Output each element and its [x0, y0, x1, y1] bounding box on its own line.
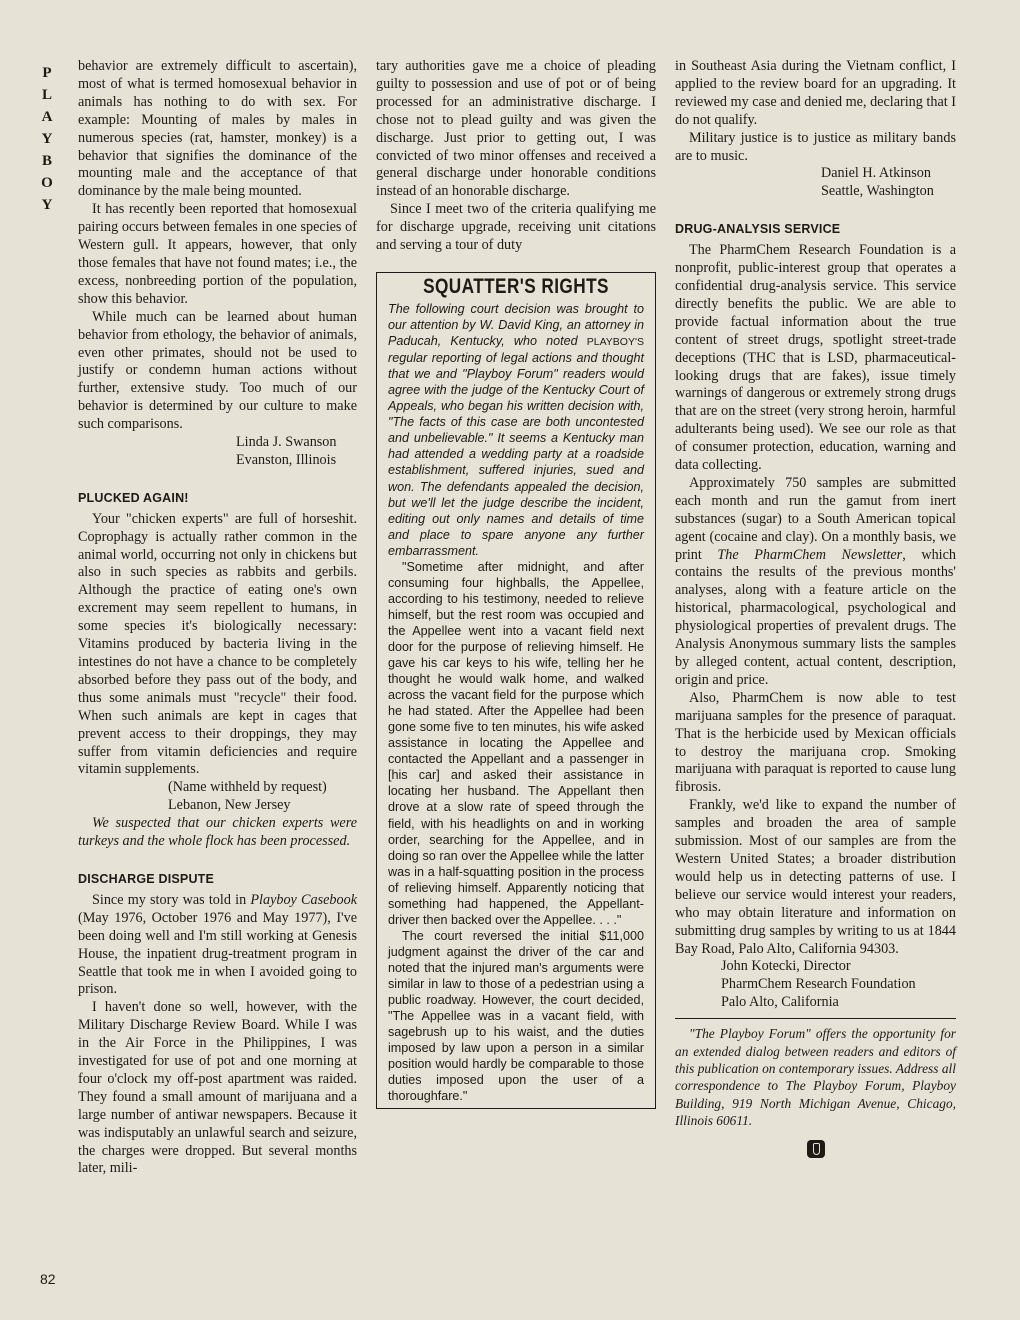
text-run: Since my story was told in — [92, 891, 251, 908]
paragraph: The PharmChem Research Foundation is a nonprofit, public-interest group that operates a confidential drug-analysis service. This service directly benefits the public. We are able to provide factual information about the true content of street drugs, spotlight street-trade deceptions (THC that is LSD, pharmaceutical-looking drugs that are fakes), issue timely warnings of dangerous or extremely strong drugs that are on the street (very strong heroin, harmful adulterants being used). We see our role as that of consumer protection, education, warning and data collecting. — [675, 242, 956, 474]
paragraph — [675, 475, 956, 690]
magazine-name: PLAYBOY'S — [586, 336, 644, 349]
spine-letter: P — [42, 65, 52, 81]
paragraph: It has recently been reported that homosexual pairing occurs between females in one species of Western gull. It appears, however, that only those females that have not found mates; i.e., the excess, nonbreeding portion of the population, show this behavior. — [78, 201, 357, 307]
book-title: Playboy Casebook — [250, 891, 358, 908]
box-paragraph: "Sometime after midnight, and after consuming four highballs, the Appellee, according to his testimony, needed to relieve himself, but the rest room was occupied and the Appellee went into a vacant field next door for the purpose of relieving himself. He gave his car keys to his wife, telling her he thought he would walk home, and walked across the vacant field for the purpose which he had stated. After the Appellee had been gone some five to ten minutes, his wife asked assistance in locating the Appellee and contacted the Appellant and a passenger in [his car] and asked their assistance in locating her husband. The Appellant then drove at a slow rate of speed through the field, with his headlights on and in working order, searching for the Appellee, and in doing so ran over the Appellee while the latter was in a half-squatting position in the process of relieving himself. Apparently noticing that something had happened, the Appellant-driver then backed over the Appellee. . . ." — [388, 559, 644, 927]
text-run: (May 1976, October 1976 and May 1977), I've been doing well and I'm still working at Genesis House, the inpatient drug-treatment program in Seattle that took me in when I avoided going to prison. — [78, 909, 357, 998]
signature-org: PharmChem Research Foundation — [721, 976, 916, 993]
sidebar-box-squatters-rights — [376, 272, 656, 1109]
spine-letter: O — [41, 175, 53, 191]
paragraph — [78, 892, 357, 999]
spine-letter: Y — [41, 197, 53, 213]
signature-place: Lebanon, New Jersey — [168, 797, 291, 814]
signature-name: Linda J. Swanson — [236, 434, 337, 451]
paragraph: While much can be learned about human behavior from ethology, the behavior of animals, even other primates, should not be used to justify or condemn human actions without further, extensive study. Too much of our behavior is determined by our culture to make such comparisons. — [78, 308, 357, 433]
text-run: Approximately 750 samples are submitted each month and run the gamut from inert substances (sugar) to a South American topical agent (cocaine and clay). On a monthly basis, we print — [675, 474, 956, 563]
box-paragraph: The court reversed the initial $11,000 judgment against the driver of the car and noted that the injured man's arguments were similar in law to those of a pedestrian using a public roadway. However, the court decided, "The Appellee was in a vacant field, with sagebrush up to his waist, and the duties imposed by law upon a person in a similar position would hardly be comparable to those duties imposed upon the user of a thoroughfare." — [388, 928, 644, 1104]
column-2 — [376, 58, 656, 1109]
section-heading-drug-analysis-service: DRUG-ANALYSIS SERVICE — [675, 222, 841, 237]
spine-letter: Y — [41, 131, 53, 147]
newsletter-title: The PharmChem Newsletter — [717, 546, 903, 563]
paragraph: Also, PharmChem is now able to test marijuana samples for the presence of paraquat. That is the herbicide used by Mexican officials to destroy the marijuana crop. Smoking marijuana with paraquat is reported to cause lung fibrosis. — [675, 689, 956, 796]
spine-letter: B — [41, 153, 52, 169]
paragraph: behavior are extremely difficult to ascertain), most of what is termed homosexual behavior in animals has nothing to do with sex. For example: Mounting of males by males in numerous species (rat, hamster, monkey) is a behavior that signifies the dominance of the mounting male and the acceptance of that dominance by the male being mounted. — [78, 58, 357, 200]
paragraph: Frankly, we'd like to expand the number of samples and broaden the area of sample submission. Most of our samples are from the Western United States; a broader distribution would help us in detecting patterns of use. I believe our service would interest your readers, who may obtain literature and information on submitting drug samples by writing to us at 1844 Bay Road, Palo Alto, California 94303. — [675, 797, 956, 957]
signature-place: Evanston, Illinois — [236, 451, 337, 468]
signature-name: Daniel H. Atkinson — [821, 165, 931, 182]
paragraph: Since I meet two of the criteria qualifying me for discharge upgrade, receiving unit citations and serving a tour of duty — [376, 201, 656, 254]
section-heading-plucked-again: PLUCKED AGAIN! — [78, 490, 189, 505]
signature-place: Seattle, Washington — [821, 183, 934, 200]
editor-reply: We suspected that our chicken experts were turkeys and the whole flock has been processed. — [78, 815, 357, 850]
rabbit-head-icon — [807, 1140, 825, 1158]
section-heading-discharge-dispute: DISCHARGE DISPUTE — [78, 871, 215, 886]
box-title: SQUATTER'S RIGHTS — [423, 274, 609, 298]
spine-letter: L — [41, 87, 52, 103]
box-intro — [388, 301, 644, 559]
text-run: , which contains the results of the previous months' analyses, along with a feature article on the historical, pharmacological, psychological and physiological properties of prevalent drugs. The Analysis Anonymous summary lists the samples by alleged content, actual content, description, origin and price. — [675, 546, 956, 688]
paragraph: Your "chicken experts" are full of horseshit. Coprophagy is actually rather common in the animal world, occurring not only in chickens but also in such species as rabbits and gerbils. Although the practice of eating one's own excrement may seem repellent to humans, in some species it's biologically necessary: Vitamins produced by bacteria living in the intestines do not have a chance to be completely absorbed before they pass out of the body, and thus some animals must "recycle" their food. When such animals are kept in cages that prevent access to their droppings, they may suffer from vitamin deficiencies and require vitamin supplements. — [78, 510, 357, 778]
paragraph: Military justice is to justice as military bands are to music. — [675, 129, 956, 164]
text-run: The following court decision was brought to our attention by W. David King, an attorney in Paducah, Kentucky, who noted — [388, 302, 644, 349]
signature-place: Palo Alto, California — [721, 994, 839, 1011]
signature-name: (Name withheld by request) — [168, 779, 327, 796]
magazine-spine-title — [36, 62, 58, 216]
column-1 — [78, 58, 357, 1178]
paragraph: tary authorities gave me a choice of pleading guilty to possession and use of pot or of being processed for an administrative discharge. I chose not to plead guilty and was given the discharge. Just prior to getting out, I was convicted of two minor offenses and received a general discharge under honorable conditions instead of an honorable discharge. — [376, 58, 656, 200]
page-number: 82 — [40, 1271, 56, 1287]
signature-name: John Kotecki, Director — [721, 958, 851, 975]
text-run: regular reporting of legal actions and thought that we and "Playboy Forum" readers would agree with the judge of the Kentucky Court of Appeals, who began his written decision with, "The facts of this case are both uncontested and unbelievable." It seems a Kentucky man had attended a wedding party at a roadside establishment, suffered injuries, sued and won. The defendants appealed the decision, but we'll let the judge describe the incident, editing out only names and details of time and place to spare anyone any further embarrassment. — [388, 351, 644, 558]
column-3 — [675, 58, 956, 1158]
forum-notice: "The Playboy Forum" offers the opportunity for an extended dialog between readers and editors of this publication on contemporary issues. Address all correspondence to The Playboy Forum, Playboy Building, 919 North Michigan Avenue, Chicago, Illinois 60611. — [675, 1018, 956, 1129]
spine-letter: A — [41, 109, 53, 125]
paragraph: in Southeast Asia during the Vietnam conflict, I applied to the review board for an upgrading. It reviewed my case and denied me, declaring that I do not qualify. — [675, 58, 956, 128]
paragraph: I haven't done so well, however, with the Military Discharge Review Board. While I was in the Air Force in the Philippines, I was investigated for use of pot and one morning at four o'clock my off-post apartment was raided. They found a small amount of marijuana and a large number of antiwar newspapers. Because it was indisputably an unlawful search and seizure, the charges were dropped. But several months later, mili- — [78, 999, 357, 1177]
